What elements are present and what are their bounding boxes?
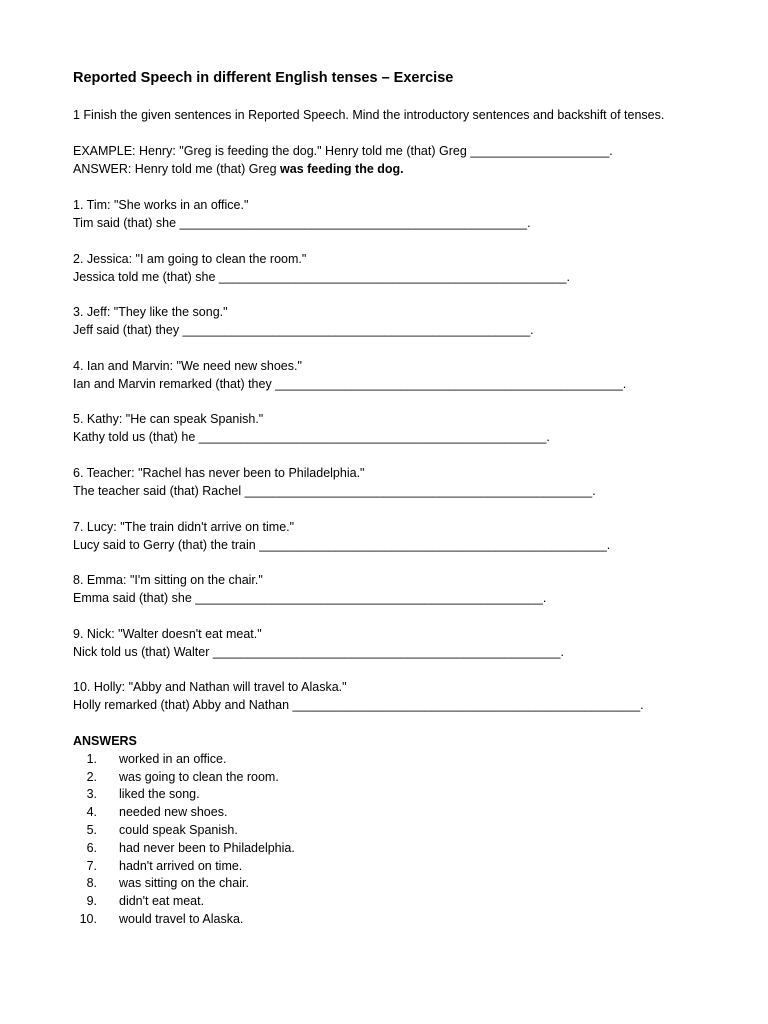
- exercise-item: [73, 410, 713, 446]
- answer-item: [73, 821, 713, 839]
- exercise-prompt: Ian and Marvin remarked (that) they __________________________________________________.: [73, 376, 627, 391]
- exercise-prompt: Emma said (that) she __________________________________________________.: [73, 591, 547, 606]
- answer-number: 8.: [86, 876, 97, 891]
- answer-number: 7.: [86, 858, 97, 873]
- exercise-item: [73, 357, 713, 393]
- answer-number: 5.: [86, 823, 97, 838]
- answer-text: liked the song.: [119, 787, 200, 802]
- answers-list: [73, 750, 713, 928]
- exercise-item: [73, 303, 713, 339]
- exercise-quote: 10. Holly: "Abby and Nathan will travel to Alaska.": [73, 680, 347, 695]
- answer-item: [73, 875, 713, 893]
- example-answer-line: [73, 160, 713, 178]
- instructions-text: 1 Finish the given sentences in Reported Speech. Mind the introductory sentences and backshift of tenses.: [73, 108, 665, 122]
- answer-text: was sitting on the chair.: [119, 876, 249, 891]
- exercise-list: [73, 196, 713, 714]
- answer-text: was going to clean the room.: [119, 769, 279, 784]
- exercise-prompt: Tim said (that) she __________________________________________________.: [73, 216, 531, 230]
- answer-item: [73, 839, 713, 857]
- exercise-prompt: The teacher said (that) Rachel __________________________________________________.: [73, 483, 596, 498]
- exercise-quote: 7. Lucy: "The train didn't arrive on time.": [73, 519, 295, 534]
- exercise-quote: 8. Emma: "I'm sitting on the chair.": [73, 573, 263, 588]
- answer-item: [73, 750, 713, 768]
- answer-text: would travel to Alaska.: [119, 912, 244, 927]
- answer-text: had never been to Philadelphia.: [119, 840, 295, 855]
- exercise-item: [73, 196, 713, 232]
- exercise-prompt: Holly remarked (that) Abby and Nathan __________________________________________________.: [73, 698, 644, 713]
- exercise-prompt: Kathy told us (that) he __________________________________________________.: [73, 430, 550, 445]
- answers-heading: ANSWERS: [73, 733, 137, 748]
- answer-number: 9.: [86, 894, 97, 909]
- exercise-prompt: Nick told us (that) Walter __________________________________________________.: [73, 644, 564, 659]
- exercise-prompt: Jeff said (that) they __________________________________________________.: [73, 323, 534, 338]
- answer-item: [73, 768, 713, 786]
- exercise-prompt: Jessica told me (that) she __________________________________________________.: [73, 269, 570, 284]
- answer-text: worked in an office.: [119, 751, 227, 766]
- exercise-item: [73, 518, 713, 554]
- example-line: EXAMPLE: Henry: "Greg is feeding the dog." Henry told me (that) Greg ____________________.: [73, 144, 613, 158]
- answer-text: didn't eat meat.: [119, 894, 205, 909]
- page-title: Reported Speech in different English tenses – Exercise: [73, 70, 454, 86]
- example-answer-prefix: ANSWER: Henry told me (that) Greg: [73, 162, 281, 176]
- exercise-quote: 1. Tim: "She works in an office.": [73, 198, 249, 212]
- answer-item: [73, 803, 713, 821]
- answer-number: 10.: [79, 912, 97, 927]
- answer-text: needed new shoes.: [119, 805, 228, 820]
- answer-item: [73, 892, 713, 910]
- exercise-item: [73, 464, 713, 500]
- exercise-item: [73, 625, 713, 661]
- answer-item: [73, 857, 713, 875]
- example-answer-bold: was feeding the dog.: [280, 162, 404, 176]
- answer-text: hadn't arrived on time.: [119, 858, 243, 873]
- exercise-quote: 5. Kathy: "He can speak Spanish.": [73, 412, 264, 427]
- exercise-quote: 6. Teacher: "Rachel has never been to Philadelphia.": [73, 465, 365, 480]
- worksheet-page: [73, 68, 713, 928]
- answer-item: [73, 910, 713, 928]
- exercise-item: [73, 678, 713, 714]
- exercise-quote: 2. Jessica: "I am going to clean the room.": [73, 251, 307, 266]
- exercise-quote: 4. Ian and Marvin: "We need new shoes.": [73, 358, 302, 373]
- exercise-item: [73, 250, 713, 286]
- exercise-quote: 9. Nick: "Walter doesn't eat meat.": [73, 626, 262, 641]
- exercise-item: [73, 571, 713, 607]
- answer-number: 6.: [86, 840, 97, 855]
- answer-number: 2.: [86, 769, 97, 784]
- answer-number: 1.: [86, 751, 97, 766]
- example-block: [73, 142, 713, 178]
- answer-item: [73, 786, 713, 804]
- answer-number: 3.: [86, 787, 97, 802]
- exercise-prompt: Lucy said to Gerry (that) the train __________________________________________________.: [73, 537, 611, 552]
- exercise-quote: 3. Jeff: "They like the song.": [73, 305, 228, 320]
- answer-text: could speak Spanish.: [119, 823, 238, 838]
- answer-number: 4.: [86, 805, 97, 820]
